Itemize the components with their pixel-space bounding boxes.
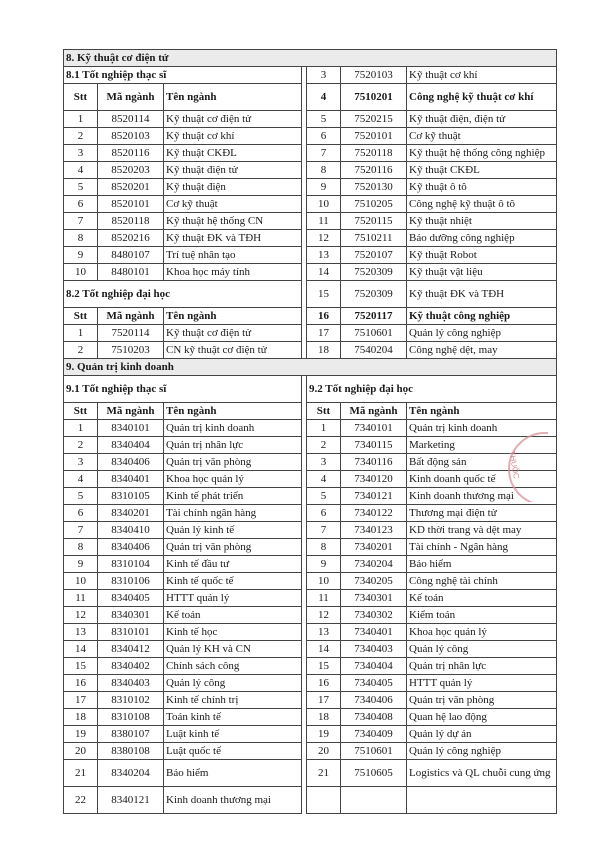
code-cell: 8340101: [98, 420, 164, 437]
code-cell: 7340408: [341, 709, 407, 726]
stt-cell: 4: [64, 162, 98, 179]
stt-cell: 8: [64, 539, 98, 556]
stt-cell: 10: [307, 573, 341, 590]
name-cell: Kỹ thuật ĐK và TĐH: [164, 230, 302, 247]
header-code: Mã ngành: [98, 84, 164, 111]
code-cell: 7520118: [341, 145, 407, 162]
table-row: [64, 743, 557, 760]
code-cell: 7340302: [341, 607, 407, 624]
code-cell: 7340116: [341, 454, 407, 471]
name-cell: Quản lý KH và CN: [164, 641, 302, 658]
table-row: [64, 84, 557, 111]
name-cell: Kỹ thuật CKĐL: [164, 145, 302, 162]
stt-cell: 3: [307, 454, 341, 471]
table-row: [64, 308, 557, 325]
table-row: [64, 471, 557, 488]
table-row: [64, 179, 557, 196]
stt-cell: 11: [307, 213, 341, 230]
code-cell: 7520309: [341, 264, 407, 281]
name-cell: Bảo hiểm: [164, 760, 302, 787]
stt-cell: 2: [64, 128, 98, 145]
stt-cell: 18: [307, 709, 341, 726]
name-cell: Công nghệ kỹ thuật ô tô: [407, 196, 557, 213]
code-cell: 7510601: [341, 325, 407, 342]
code-cell: 8340406: [98, 454, 164, 471]
table-row: [64, 213, 557, 230]
code-cell: 7520115: [341, 213, 407, 230]
header-name: Tên ngành: [407, 403, 557, 420]
name-cell: Cơ kỹ thuật: [407, 128, 557, 145]
code-cell: 7510601: [341, 743, 407, 760]
stt-cell: 16: [307, 308, 341, 325]
table-row: [64, 675, 557, 692]
subsection-row: [64, 376, 557, 403]
name-cell: Kỹ thuật hệ thống công nghiệp: [407, 145, 557, 162]
code-cell: 8310101: [98, 624, 164, 641]
official-seal-stamp: THUỘC: [502, 432, 548, 502]
code-cell: 7340404: [341, 658, 407, 675]
name-cell: Bảo hiểm: [407, 556, 557, 573]
stt-cell: 5: [64, 488, 98, 505]
header-code: Mã ngành: [98, 308, 164, 325]
name-cell: Kỹ thuật điện tử: [164, 162, 302, 179]
stt-cell: 5: [64, 179, 98, 196]
name-cell: Kiểm toán: [407, 607, 557, 624]
stt-cell: 18: [64, 709, 98, 726]
code-cell: 8520116: [98, 145, 164, 162]
stt-cell: 15: [307, 658, 341, 675]
name-cell: Quản lý kinh tế: [164, 522, 302, 539]
table-row: [64, 128, 557, 145]
table-row: [64, 488, 557, 505]
stt-cell: 6: [64, 196, 98, 213]
code-cell: 7520116: [341, 162, 407, 179]
stt-cell: 4: [64, 471, 98, 488]
code-cell: 8340403: [98, 675, 164, 692]
code-cell: 7510203: [98, 342, 164, 359]
name-cell: HTTT quản lý: [407, 675, 557, 692]
name-cell: Luật kinh tế: [164, 726, 302, 743]
table-row: [64, 420, 557, 437]
name-cell: Kỹ thuật hệ thống CN: [164, 213, 302, 230]
code-cell: 8520118: [98, 213, 164, 230]
table-row: [64, 726, 557, 743]
stt-cell: 14: [307, 641, 341, 658]
code-cell: 7520130: [341, 179, 407, 196]
stt-cell: 16: [307, 675, 341, 692]
stt-cell: 4: [307, 84, 341, 111]
stt-cell: 10: [64, 573, 98, 590]
stt-cell: 16: [64, 675, 98, 692]
code-cell: 8380107: [98, 726, 164, 743]
code-cell: 7540204: [341, 342, 407, 359]
table-row: [64, 692, 557, 709]
code-cell: 8340121: [98, 787, 164, 814]
table-row: [64, 505, 557, 522]
header-stt: Stt: [64, 403, 98, 420]
code-cell: 7340406: [341, 692, 407, 709]
name-cell: Trí tuệ nhân tạo: [164, 247, 302, 264]
code-cell: 8340405: [98, 590, 164, 607]
table-row: [64, 522, 557, 539]
stt-cell: 7: [307, 522, 341, 539]
table-row: [64, 247, 557, 264]
code-cell: 7520117: [341, 308, 407, 325]
code-cell: 7510211: [341, 230, 407, 247]
code-cell: 8480101: [98, 264, 164, 281]
stt-cell: 11: [64, 590, 98, 607]
stt-cell: 6: [307, 505, 341, 522]
table-row: [64, 111, 557, 128]
code-cell: 8520201: [98, 179, 164, 196]
header-stt: Stt: [307, 403, 341, 420]
stt-cell: 10: [307, 196, 341, 213]
program-table: [63, 49, 557, 814]
stt-cell: 11: [307, 590, 341, 607]
name-cell: Luật quốc tế: [164, 743, 302, 760]
empty-cell: [407, 787, 557, 814]
section-9-title: 9. Quản trị kinh doanh: [64, 359, 557, 376]
stt-cell: 1: [64, 420, 98, 437]
table-row: [64, 573, 557, 590]
name-cell: Tài chính - Ngân hàng: [407, 539, 557, 556]
stt-cell: 17: [64, 692, 98, 709]
name-cell: Cơ kỹ thuật: [164, 196, 302, 213]
code-cell: 7520107: [341, 247, 407, 264]
name-cell: Kinh doanh thương mại: [407, 488, 557, 505]
code-cell: 8520203: [98, 162, 164, 179]
stt-cell: 17: [307, 325, 341, 342]
name-cell: Quản lý công nghiệp: [407, 743, 557, 760]
stt-cell: 14: [64, 641, 98, 658]
table-row: [64, 162, 557, 179]
code-cell: 8520114: [98, 111, 164, 128]
stt-cell: 15: [64, 658, 98, 675]
code-cell: 7340205: [341, 573, 407, 590]
stt-cell: 17: [307, 692, 341, 709]
stt-cell: 2: [307, 437, 341, 454]
name-cell: Quản lý công: [164, 675, 302, 692]
stt-cell: 9: [64, 556, 98, 573]
code-cell: 8520101: [98, 196, 164, 213]
code-cell: 7340301: [341, 590, 407, 607]
name-cell: Chính sách công: [164, 658, 302, 675]
empty-cell: [341, 787, 407, 814]
code-cell: 8310102: [98, 692, 164, 709]
name-cell: Kỹ thuật cơ khí: [407, 67, 557, 84]
table-row: [64, 437, 557, 454]
code-cell: 7510201: [341, 84, 407, 111]
name-cell: Công nghệ dệt, may: [407, 342, 557, 359]
table-row: [64, 539, 557, 556]
code-cell: 7520309: [341, 281, 407, 308]
code-cell: 8340201: [98, 505, 164, 522]
header-name: Tên ngành: [164, 308, 302, 325]
stt-cell: 9: [307, 556, 341, 573]
stt-cell: 8: [307, 539, 341, 556]
stt-cell: 7: [64, 522, 98, 539]
stt-cell: 3: [307, 67, 341, 84]
table-row: [64, 590, 557, 607]
name-cell: Quản trị văn phòng: [164, 454, 302, 471]
header-name: Tên ngành: [164, 84, 302, 111]
section-8-title: 8. Kỹ thuật cơ điện tử: [64, 50, 557, 67]
code-cell: 8520103: [98, 128, 164, 145]
stt-cell: 12: [307, 607, 341, 624]
table-row: [64, 230, 557, 247]
name-cell: Công nghệ kỹ thuật cơ khí: [407, 84, 557, 111]
stt-cell: 2: [64, 437, 98, 454]
stt-cell: 10: [64, 264, 98, 281]
table-row: [64, 264, 557, 281]
code-cell: 8340402: [98, 658, 164, 675]
name-cell: Kỹ thuật vật liệu: [407, 264, 557, 281]
name-cell: Kinh doanh thương mại: [164, 787, 302, 814]
stt-cell: 3: [64, 454, 98, 471]
name-cell: Kinh tế đầu tư: [164, 556, 302, 573]
stt-cell: 1: [307, 420, 341, 437]
code-cell: 7340120: [341, 471, 407, 488]
stt-cell: 13: [307, 247, 341, 264]
name-cell: Kỹ thuật Robot: [407, 247, 557, 264]
stt-cell: 2: [64, 342, 98, 359]
name-cell: Kỹ thuật nhiệt: [407, 213, 557, 230]
stt-cell: 1: [64, 325, 98, 342]
table-row: [64, 454, 557, 471]
name-cell: Quản trị văn phòng: [407, 692, 557, 709]
code-cell: 7520114: [98, 325, 164, 342]
stt-cell: 15: [307, 281, 341, 308]
stt-cell: 9: [307, 179, 341, 196]
stt-cell: 5: [307, 111, 341, 128]
stt-cell: 7: [64, 213, 98, 230]
name-cell: Bảo dưỡng công nghiệp: [407, 230, 557, 247]
code-cell: 8310108: [98, 709, 164, 726]
code-cell: 8340401: [98, 471, 164, 488]
name-cell: Kỹ thuật CKĐL: [407, 162, 557, 179]
code-cell: 8480107: [98, 247, 164, 264]
stt-cell: 4: [307, 471, 341, 488]
name-cell: Quan hệ lao động: [407, 709, 557, 726]
stt-cell: 19: [64, 726, 98, 743]
code-cell: 8340406: [98, 539, 164, 556]
code-cell: 7520215: [341, 111, 407, 128]
name-cell: Quản lý công: [407, 641, 557, 658]
code-cell: 7510605: [341, 760, 407, 787]
section-9-title-row: [64, 359, 557, 376]
code-cell: 7340115: [341, 437, 407, 454]
header-code: Mã ngành: [341, 403, 407, 420]
code-cell: 8340301: [98, 607, 164, 624]
name-cell: Quản trị kinh doanh: [407, 420, 557, 437]
name-cell: Kinh tế phát triển: [164, 488, 302, 505]
name-cell: Khoa học máy tính: [164, 264, 302, 281]
name-cell: Kỹ thuật cơ điện tử: [164, 325, 302, 342]
table-row: [64, 281, 557, 308]
code-cell: 8340404: [98, 437, 164, 454]
name-cell: Kỹ thuật công nghiệp: [407, 308, 557, 325]
table-row: [64, 641, 557, 658]
code-cell: 7340123: [341, 522, 407, 539]
header-row: [64, 403, 557, 420]
name-cell: Kỹ thuật ô tô: [407, 179, 557, 196]
table-row: [64, 624, 557, 641]
code-cell: 7340101: [341, 420, 407, 437]
table-row: [64, 325, 557, 342]
code-cell: 7520101: [341, 128, 407, 145]
code-cell: 7340409: [341, 726, 407, 743]
name-cell: Kỹ thuật điện: [164, 179, 302, 196]
name-cell: Kỹ thuật cơ khí: [164, 128, 302, 145]
name-cell: Kỹ thuật ĐK và TĐH: [407, 281, 557, 308]
table-row: [64, 145, 557, 162]
name-cell: Công nghệ tài chính: [407, 573, 557, 590]
header-stt: Stt: [64, 308, 98, 325]
stt-cell: 6: [307, 128, 341, 145]
header-code: Mã ngành: [98, 403, 164, 420]
code-cell: 7340121: [341, 488, 407, 505]
name-cell: Quản trị văn phòng: [164, 539, 302, 556]
subsection-title: 9.1 Tốt nghiệp thạc sĩ: [64, 376, 302, 403]
stt-cell: 18: [307, 342, 341, 359]
code-cell: 8340410: [98, 522, 164, 539]
name-cell: Kế toán: [164, 607, 302, 624]
subsection-title: 9.2 Tốt nghiệp đại học: [307, 376, 557, 403]
name-cell: Kỹ thuật cơ điện tử: [164, 111, 302, 128]
stt-cell: 12: [307, 230, 341, 247]
section-8-title-row: [64, 50, 557, 67]
name-cell: Kế toán: [407, 590, 557, 607]
stt-cell: 13: [64, 624, 98, 641]
header-stt: Stt: [64, 84, 98, 111]
name-cell: Kinh tế quốc tế: [164, 573, 302, 590]
name-cell: Logistics và QL chuỗi cung ứng: [407, 760, 557, 787]
code-cell: 8310106: [98, 573, 164, 590]
name-cell: Kỹ thuật điện, điện tử: [407, 111, 557, 128]
stt-cell: 3: [64, 145, 98, 162]
subsection-title: 8.1 Tốt nghiệp thạc sĩ: [64, 67, 302, 84]
name-cell: Toán kinh tế: [164, 709, 302, 726]
table-row: [64, 658, 557, 675]
stt-cell: 8: [64, 230, 98, 247]
code-cell: 7340401: [341, 624, 407, 641]
subsection-title: 8.2 Tốt nghiệp đại học: [64, 281, 302, 308]
name-cell: Quản trị kinh doanh: [164, 420, 302, 437]
header-name: Tên ngành: [164, 403, 302, 420]
name-cell: CN kỹ thuật cơ điện tử: [164, 342, 302, 359]
stt-cell: 9: [64, 247, 98, 264]
name-cell: Khoa học quản lý: [407, 624, 557, 641]
name-cell: Marketing: [407, 437, 557, 454]
stt-cell: 22: [64, 787, 98, 814]
table-row: [64, 67, 557, 84]
name-cell: Kinh doanh quốc tế: [407, 471, 557, 488]
code-cell: 7340201: [341, 539, 407, 556]
code-cell: 8310104: [98, 556, 164, 573]
name-cell: Khoa học quản lý: [164, 471, 302, 488]
table-row: [64, 196, 557, 213]
stt-cell: 19: [307, 726, 341, 743]
stt-cell: 6: [64, 505, 98, 522]
name-cell: Bất động sản: [407, 454, 557, 471]
code-cell: 8340412: [98, 641, 164, 658]
name-cell: Tài chính ngân hàng: [164, 505, 302, 522]
code-cell: 7340122: [341, 505, 407, 522]
table-row: [64, 556, 557, 573]
table-row: [64, 760, 557, 787]
name-cell: Kinh tế chính trị: [164, 692, 302, 709]
code-cell: 7340403: [341, 641, 407, 658]
stt-cell: 13: [307, 624, 341, 641]
name-cell: Quản lý dự án: [407, 726, 557, 743]
table-row: [64, 607, 557, 624]
stt-cell: 5: [307, 488, 341, 505]
empty-cell: [307, 787, 341, 814]
stt-cell: 8: [307, 162, 341, 179]
code-cell: 7340204: [341, 556, 407, 573]
code-cell: 7510205: [341, 196, 407, 213]
stt-cell: 14: [307, 264, 341, 281]
stt-cell: 20: [307, 743, 341, 760]
name-cell: Kinh tế học: [164, 624, 302, 641]
stt-cell: 12: [64, 607, 98, 624]
code-cell: 8340204: [98, 760, 164, 787]
table-row: [64, 787, 557, 814]
table-row: [64, 709, 557, 726]
table-row: [64, 342, 557, 359]
code-cell: 8520216: [98, 230, 164, 247]
name-cell: Quản lý công nghiệp: [407, 325, 557, 342]
name-cell: Thương mại điện tử: [407, 505, 557, 522]
code-cell: 7520103: [341, 67, 407, 84]
stt-cell: 21: [64, 760, 98, 787]
program-list-document: [63, 49, 556, 814]
name-cell: HTTT quản lý: [164, 590, 302, 607]
stt-cell: 20: [64, 743, 98, 760]
name-cell: Quản trị nhân lực: [407, 658, 557, 675]
stt-cell: 21: [307, 760, 341, 787]
code-cell: 8310105: [98, 488, 164, 505]
code-cell: 7340405: [341, 675, 407, 692]
name-cell: KD thời trang và dệt may: [407, 522, 557, 539]
stt-cell: 7: [307, 145, 341, 162]
name-cell: Quản trị nhân lực: [164, 437, 302, 454]
stt-cell: 1: [64, 111, 98, 128]
code-cell: 8380108: [98, 743, 164, 760]
